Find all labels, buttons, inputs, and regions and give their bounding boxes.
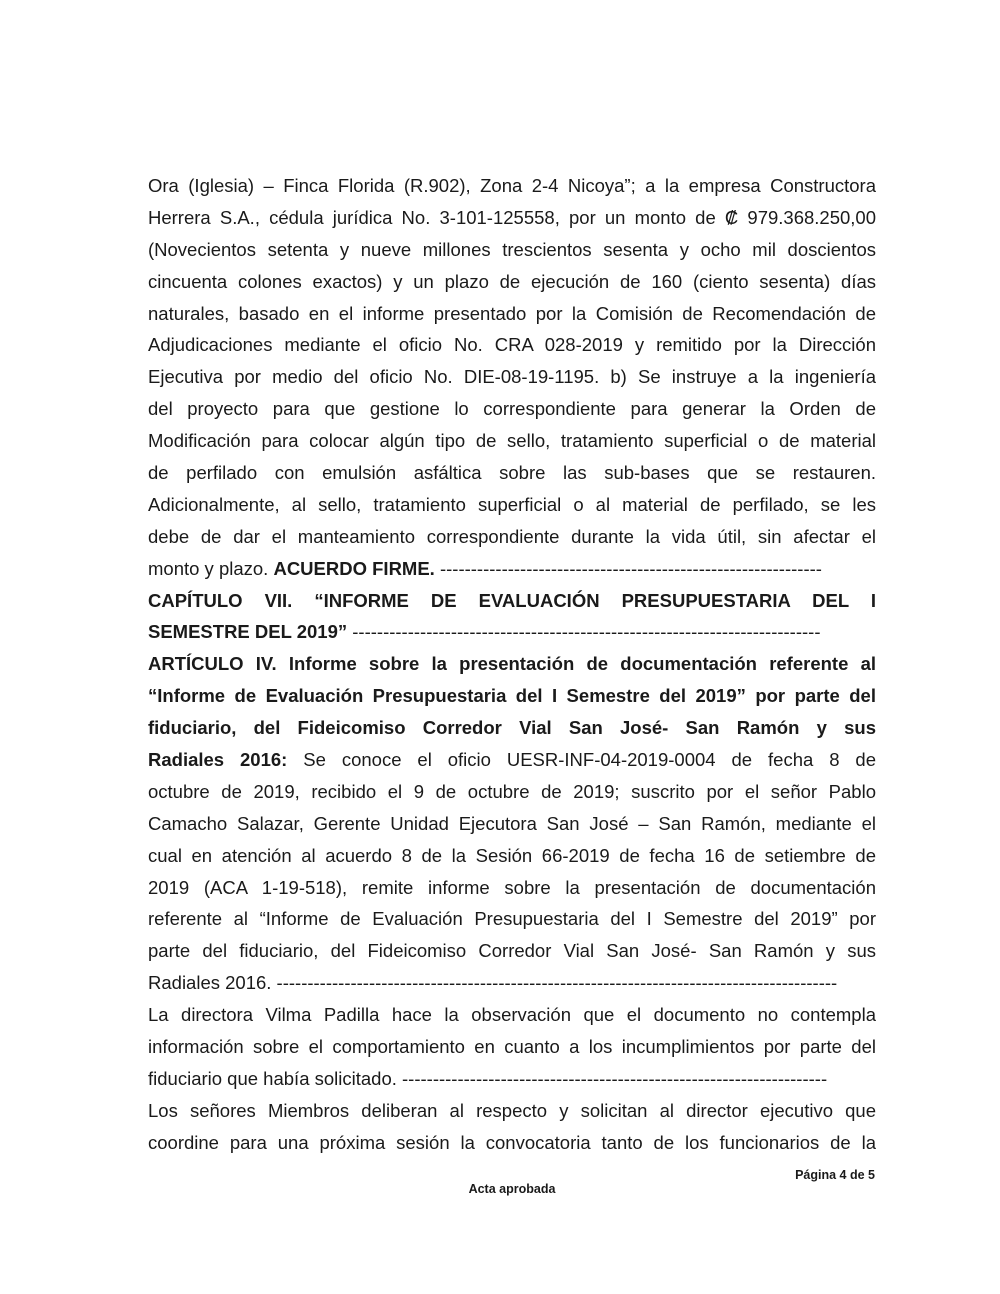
text-line: [148, 712, 876, 744]
text-segment: naturales, basado en el informe presentado por la Comisión de Recomendación de: [148, 302, 876, 324]
text-line: [148, 425, 876, 457]
text-segment: Se conoce el oficio UESR-INF-04-2019-0004 de fecha 8 de: [287, 749, 876, 771]
text-segment: Ora (Iglesia) – Finca Florida (R.902), Zona 2-4 Nicoya”; a la empresa Constructora: [148, 175, 876, 196]
text-line: [148, 744, 876, 776]
text-line: [148, 393, 876, 425]
bold-text-segment: ACUERDO FIRME.: [273, 557, 435, 579]
text-segment: monto y plazo.: [148, 557, 274, 579]
bold-text-segment: ARTÍCULO IV. Informe sobre la presentación de documentación referente al: [148, 653, 876, 675]
text-segment: cual en atención al acuerdo 8 de la Sesión 66-2019 de fecha 16 de setiembre de: [148, 844, 876, 866]
text-line: [148, 616, 876, 648]
text-segment: Adicionalmente, al sello, tratamiento superficial o al material de perfilado, se les: [148, 493, 876, 515]
page-number: Página 4 de 5: [795, 1168, 875, 1182]
text-line: [148, 808, 876, 840]
text-line: [148, 967, 876, 999]
text-segment: de perfilado con emulsión asfáltica sobre las sub-bases que se restauren.: [148, 462, 876, 484]
text-segment: Los señores Miembros deliberan al respecto y solicitan al director ejecutivo que: [148, 1099, 876, 1121]
text-line: [148, 872, 876, 904]
text-segment: debe de dar el manteamiento correspondiente durante la vida útil, sin afectar el: [148, 525, 876, 547]
bold-text-segment: fiduciario, del Fideicomiso Corredor Vial San José- San Ramón y sus: [148, 717, 876, 739]
bold-text-segment: SEMESTRE DEL 2019”: [148, 621, 348, 643]
bold-text-segment: Radiales 2016:: [148, 749, 288, 771]
text-segment: del proyecto para que gestione lo correspondiente para generar la Orden de: [148, 398, 876, 420]
text-segment: (Novecientos setenta y nueve millones trescientos sesenta y ocho mil doscientos: [148, 238, 876, 260]
text-segment: Camacho Salazar, Gerente Unidad Ejecutora San José – San Ramón, mediante el: [148, 812, 876, 834]
text-segment: cincuenta colones exactos) y un plazo de ejecución de 160 (ciento sesenta) días: [148, 270, 876, 292]
text-line: [148, 903, 876, 935]
text-line: [148, 999, 876, 1031]
approval-status: Acta aprobada: [468, 1182, 556, 1196]
text-segment: parte del fiduciario, del Fideicomiso Corredor Vial San José- San Ramón y sus: [148, 940, 876, 962]
text-line: [148, 170, 876, 202]
text-line: [148, 457, 876, 489]
text-segment: octubre de 2019, recibido el 9 de octubre de 2019; suscrito por el señor Pablo: [148, 780, 876, 802]
text-segment: información sobre el comportamiento en cuanto a los incumplimientos por parte del: [148, 1036, 876, 1058]
text-segment: Adjudicaciones mediante el oficio No. CRA 028-2019 y remitido por la Dirección: [148, 334, 876, 356]
text-line: [148, 1127, 876, 1159]
text-segment: La directora Vilma Padilla hace la observación que el documento no contempla: [148, 1004, 876, 1026]
text-segment: referente al “Informe de Evaluación Presupuestaria del I Semestre del 2019” por: [148, 908, 876, 930]
text-line: [148, 1095, 876, 1127]
text-segment: fiduciario que había solicitado. ---------------------------------------------------------------------: [148, 1067, 828, 1089]
text-line: [148, 202, 876, 234]
text-line: [148, 840, 876, 872]
text-segment: 2019 (ACA 1-19-518), remite informe sobre la presentación de documentación: [148, 876, 876, 898]
text-line: [148, 521, 876, 553]
text-segment: Ejecutiva por medio del oficio No. DIE-08-19-1195. b) Se instruye a la ingeniería: [148, 366, 876, 388]
text-line: [148, 234, 876, 266]
text-line: [148, 680, 876, 712]
text-segment: Modificación para colocar algún tipo de sello, tratamiento superficial o de material: [148, 430, 876, 452]
text-line: [148, 329, 876, 361]
text-segment: coordine para una próxima sesión la convocatoria tanto de los funcionarios de la: [148, 1131, 876, 1153]
text-line: [148, 1031, 876, 1063]
text-line: [148, 935, 876, 967]
text-line: [148, 1063, 876, 1095]
bold-text-segment: “Informe de Evaluación Presupuestaria del I Semestre del 2019” por parte del: [148, 685, 876, 707]
text-line: [148, 361, 876, 393]
text-line: [148, 266, 876, 298]
text-line: [148, 648, 876, 680]
text-line: [148, 489, 876, 521]
document-body: [148, 170, 876, 1159]
text-segment: Radiales 2016. -------------------------------------------------------------------------------------------: [148, 972, 838, 994]
text-line: [148, 298, 876, 330]
text-segment: ----------------------------------------------------------------------------: [347, 621, 821, 643]
bold-text-segment: CAPÍTULO VII. “INFORME DE EVALUACIÓN PRESUPUESTARIA DEL I: [148, 589, 876, 611]
text-line: [148, 553, 876, 585]
text-line: [148, 585, 876, 617]
text-segment: Herrera S.A., cédula jurídica No. 3-101-125558, por un monto de ₡ 979.368.250,00: [148, 206, 876, 228]
text-segment: --------------------------------------------------------------: [434, 557, 822, 579]
text-line: [148, 776, 876, 808]
